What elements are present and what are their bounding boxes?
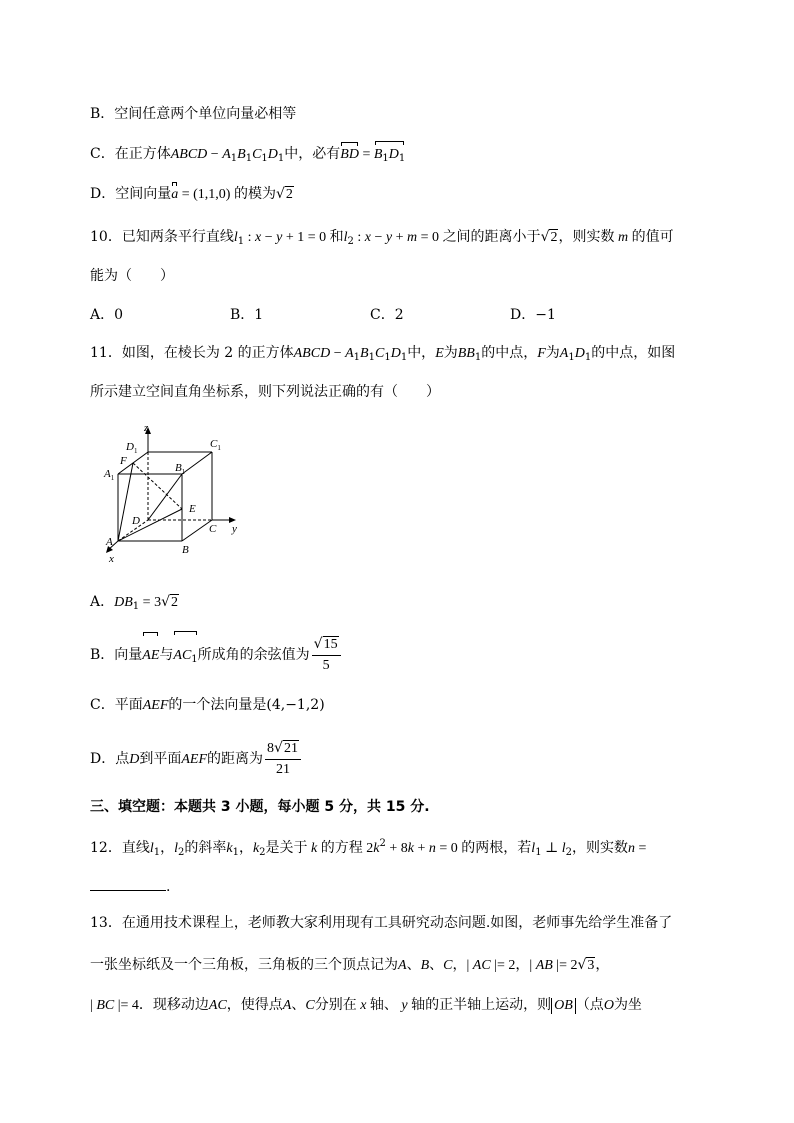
label-a1: $A_1$ <box>104 468 115 482</box>
section-heading: 三、填空题：本题共 3 小题，每小题 5 分，共 15 分. <box>90 799 430 815</box>
q10-option-c[interactable]: C．2 <box>370 307 404 323</box>
q13-stem-line2: 一张坐标纸及一个三角板，三角板的三个顶点记为A、B、C，| AC |= 2，| AB |= 2√3， <box>90 957 610 973</box>
q12-answer-line: . <box>90 876 170 897</box>
cube-figure <box>98 422 248 568</box>
edge-b1-c1 <box>182 452 212 474</box>
q9-option-c: C．在正方体ABCD − $A_1B_1C_1D_1$中，必有BD = $B_1D_1$ <box>90 146 406 164</box>
q11-option-d[interactable]: D．点D到平面AEF的距离为 $\frac{8√21}{21}$ <box>90 738 303 781</box>
q11-stem-line2: 所示建立空间直角坐标系，则下列说法正确的有（ ） <box>90 384 440 400</box>
label-e: E <box>189 503 196 515</box>
segment-a-f <box>118 463 133 541</box>
q11-option-b[interactable]: B．向量AE与$AC_1$所成角的余弦值为 $\frac{√15}{5}$ <box>90 634 343 677</box>
label-x: x <box>109 553 114 565</box>
q9-option-d: D．空间向量a = (1,1,0) 的模为√2 <box>90 184 294 205</box>
segment-a-e <box>118 509 182 541</box>
q12-stem-line1: 12．直线$l_1$，$l_2$的斜率$k_1$，$k_2$是关于 k 的方程 $2k^2 + 8k + n = 0$ 的两根，若$l_1$ ⊥ $l_2$，则实数n = <box>90 838 647 858</box>
q10-options <box>90 305 610 325</box>
label-d1: $D_1$ <box>126 441 138 455</box>
q11-option-a[interactable]: A．$DB_1 = 3√2$ <box>90 594 178 612</box>
q10-option-a[interactable]: A．0 <box>90 307 124 323</box>
q13-stem-line3: | BC |= 4．现移动边AC，使得点A、C分别在 x 轴、 y 轴的正半轴上运动，则 OB （点O为坐 <box>90 997 642 1013</box>
q9-option-b: B．空间任意两个单位向量必相等 <box>90 106 297 122</box>
q10-stem-line2: 能为（ ） <box>90 268 174 284</box>
label-b: B <box>182 544 189 556</box>
label-d: D <box>132 515 140 527</box>
label-c: C <box>209 523 217 535</box>
q10-stem-line1: 10．已知两条平行直线$l_1$ : x − y + 1 = 0 和$l_2$ : x − y + m = 0 之间的距离小于√2，则实数 m 的值可 <box>90 229 674 247</box>
label-f: F <box>120 455 127 467</box>
label-a: A <box>106 536 113 548</box>
label-z: z <box>144 422 149 434</box>
q13-stem-line1: 13．在通用技术课程上，老师教大家利用现有工具研究动态问题.如图，老师事先给学生准备了 <box>90 915 673 931</box>
diagonal-d-b1 <box>148 474 182 520</box>
label-y: y <box>232 523 237 535</box>
label-b1: $B_1$ <box>175 462 186 476</box>
edge-b-c <box>182 520 212 541</box>
label-c1: $C_1$ <box>210 438 221 452</box>
q10-option-d[interactable]: D．−1 <box>510 307 556 323</box>
q10-option-b[interactable]: B．1 <box>230 307 264 323</box>
q11-option-c[interactable]: C．平面AEF的一个法向量是(4,−1,2) <box>90 697 325 713</box>
q12-blank[interactable] <box>90 876 166 891</box>
q11-stem-line1: 11．如图，在棱长为 2 的正方体ABCD − $A_1B_1C_1D_1$中，E为$BB_1$的中点，F为$A_1D_1$的中点，如图 <box>90 345 676 363</box>
